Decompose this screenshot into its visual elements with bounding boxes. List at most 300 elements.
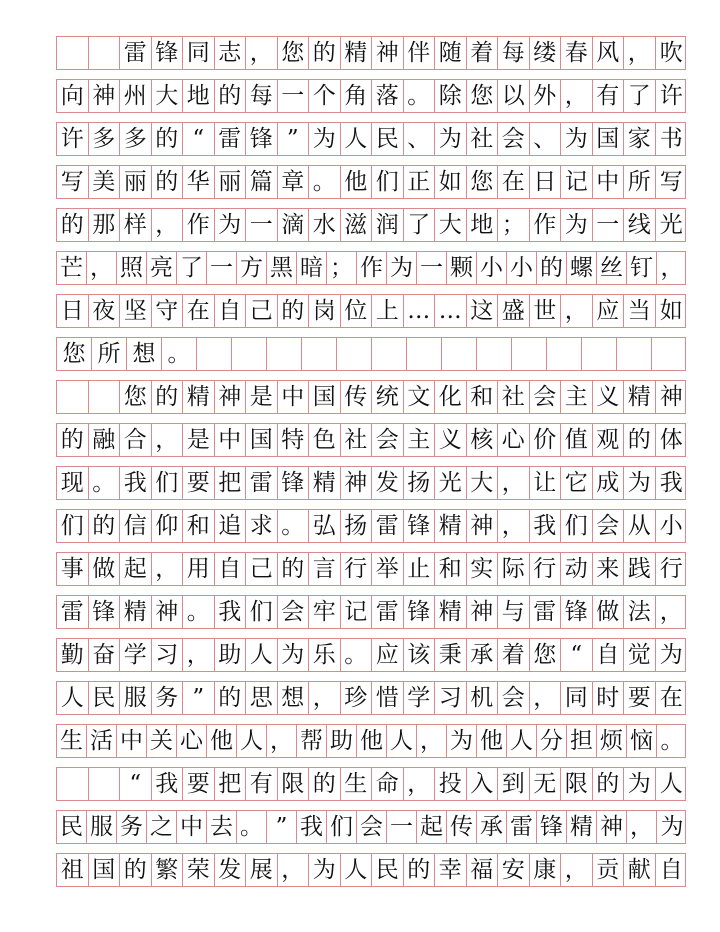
grid-cell: 心 [498, 424, 530, 456]
grid-cell: 精 [624, 381, 656, 413]
grid-cell: 福 [467, 854, 499, 886]
grid-cell: 和 [435, 553, 467, 585]
grid-cell: 以 [498, 80, 530, 112]
grid-cell: 为 [435, 123, 467, 155]
grid-cell: 这 [467, 295, 499, 327]
grid-cell: 华 [183, 166, 215, 198]
grid-cell: 。 [278, 510, 310, 542]
grid-cell: 价 [530, 424, 562, 456]
grid-cell [547, 338, 582, 370]
grid-cell: 求 [246, 510, 278, 542]
grid-cell: 和 [183, 510, 215, 542]
grid-cell: 黑 [267, 252, 297, 284]
grid-cell: 了 [624, 80, 656, 112]
grid-cell: 锋 [404, 596, 436, 628]
grid-cell: 在 [659, 684, 683, 711]
grid-cell: ， [183, 639, 215, 671]
grid-cell: 精 [183, 381, 215, 413]
grid-cell: 了 [404, 209, 436, 241]
grid-cell: 观 [593, 424, 625, 456]
grid-cell: 。 [183, 596, 215, 628]
grid-cell: 主 [561, 381, 593, 413]
grid-cell: 发 [215, 854, 247, 886]
grid-cell: 秉 [435, 639, 467, 671]
grid-cell: 神 [597, 811, 627, 843]
grid-cell: 要 [183, 768, 215, 800]
grid-cell: 锋 [404, 510, 436, 542]
grid-cell: 守 [152, 295, 184, 327]
grid-cell [57, 381, 89, 413]
essay-line [56, 251, 686, 285]
grid-cell: 的 [120, 854, 152, 886]
grid-cell: 的 [404, 854, 436, 886]
essay-line [56, 208, 686, 242]
grid-cell: 方 [237, 252, 267, 284]
grid-cell: 法 [624, 596, 656, 628]
grid-cell: 照 [117, 252, 147, 284]
grid-cell: 实 [467, 553, 499, 585]
grid-cell: 为 [561, 123, 593, 155]
grid-cell: 中 [177, 811, 207, 843]
grid-cell: 追 [215, 510, 247, 542]
grid-cell: 际 [498, 553, 530, 585]
grid-cell: 的 [152, 166, 184, 198]
grid-cell: 从 [624, 510, 656, 542]
grid-cell [512, 338, 547, 370]
grid-cell: 丽 [215, 166, 247, 198]
grid-cell: 勤 [57, 639, 89, 671]
grid-cell [232, 338, 267, 370]
grid-cell: 钉 [627, 252, 657, 284]
grid-cell: 弘 [309, 510, 341, 542]
grid-cell: 中 [215, 424, 247, 456]
grid-cell: 己 [246, 295, 278, 327]
grid-cell: 为 [387, 252, 417, 284]
essay-line [56, 294, 686, 328]
grid-cell: ， [498, 510, 530, 542]
grid-cell: 。 [404, 80, 436, 112]
grid-cell: 的 [309, 37, 341, 69]
grid-cell [89, 768, 121, 800]
essay-line [56, 810, 686, 844]
grid-cell: 关 [147, 725, 177, 757]
essay-line [56, 853, 686, 887]
grid-cell: ， [267, 725, 297, 757]
grid-cell: 着 [467, 37, 499, 69]
grid-cell: 的 [89, 510, 121, 542]
grid-cell: 义 [435, 424, 467, 456]
grid-cell: 神 [341, 467, 373, 499]
grid-cell: 主 [404, 424, 436, 456]
grid-cell: 民 [89, 682, 121, 714]
grid-cell: 传 [341, 381, 373, 413]
grid-cell: 日 [57, 295, 89, 327]
grid-cell: ， [561, 854, 593, 886]
grid-cell: 为 [447, 725, 477, 757]
grid-cell: 雷 [372, 510, 404, 542]
grid-cell: ； [327, 252, 357, 284]
grid-cell: 如 [659, 297, 683, 324]
grid-cell: 每 [246, 80, 278, 112]
grid-cell: 要 [624, 682, 656, 714]
grid-cell: 行 [530, 553, 562, 585]
grid-cell: 地 [183, 80, 215, 112]
grid-cell: 同 [561, 682, 593, 714]
essay-line [56, 767, 686, 801]
essay-line [56, 724, 686, 758]
essay-line [56, 423, 686, 457]
grid-cell: 日 [530, 166, 562, 198]
grid-cell: 他 [341, 166, 373, 198]
grid-cell: ， [561, 80, 593, 112]
essay-line [56, 595, 686, 629]
grid-cell: 雷 [372, 596, 404, 628]
grid-cell: 个 [309, 80, 341, 112]
grid-cell: 成 [593, 467, 625, 499]
grid-cell: 神 [659, 383, 683, 410]
essay-line [56, 466, 686, 500]
grid-cell [337, 338, 372, 370]
grid-cell: 中 [278, 381, 310, 413]
grid-cell: 书 [659, 125, 683, 152]
grid-cell: 生 [57, 725, 87, 757]
grid-cell: 记 [561, 166, 593, 198]
grid-cell: 同 [183, 37, 215, 69]
grid-cell: 服 [120, 682, 152, 714]
grid-cell [407, 338, 442, 370]
grid-cell: 有 [593, 80, 625, 112]
grid-cell: 亮 [147, 252, 177, 284]
essay-line [56, 337, 686, 371]
grid-cell: 动 [561, 553, 593, 585]
grid-cell: 繁 [152, 854, 184, 886]
grid-cell: 幸 [435, 854, 467, 886]
grid-cell: 的 [278, 295, 310, 327]
grid-cell: 的 [215, 682, 247, 714]
grid-cell: 义 [593, 381, 625, 413]
grid-cell [372, 338, 407, 370]
grid-cell: 一 [207, 252, 237, 284]
grid-cell: 为 [660, 813, 684, 840]
grid-cell: ， [152, 553, 184, 585]
grid-cell: 雷 [57, 596, 89, 628]
grid-cell: 芒 [57, 252, 87, 284]
grid-cell: 承 [477, 811, 507, 843]
grid-cell: 展 [246, 854, 278, 886]
grid-cell: 烦 [597, 725, 627, 757]
grid-cell: 。 [237, 811, 267, 843]
grid-cell: 事 [57, 553, 89, 585]
grid-cell: 神 [215, 381, 247, 413]
grid-cell: 雷 [120, 37, 152, 69]
grid-cell: 言 [309, 553, 341, 585]
grid-cell [302, 338, 337, 370]
grid-cell: 它 [561, 467, 593, 499]
grid-cell: 入 [467, 768, 499, 800]
grid-cell: 安 [498, 854, 530, 886]
grid-cell: 他 [207, 725, 237, 757]
grid-cell: 承 [467, 639, 499, 671]
grid-cell: 荣 [183, 854, 215, 886]
grid-cell: 作 [183, 209, 215, 241]
grid-cell: 写 [57, 166, 89, 198]
grid-cell: 们 [152, 467, 184, 499]
grid-cell: 人 [659, 770, 683, 797]
grid-cell: 风 [593, 37, 625, 69]
grid-cell: 行 [659, 555, 683, 582]
grid-cell: 把 [215, 467, 247, 499]
grid-cell: 精 [435, 596, 467, 628]
grid-cell: 应 [372, 639, 404, 671]
grid-cell: 现 [57, 467, 89, 499]
grid-cell: 社 [341, 424, 373, 456]
grid-cell: 值 [561, 424, 593, 456]
grid-cell: ” [183, 682, 215, 714]
grid-cell: 发 [372, 467, 404, 499]
grid-cell: 大 [435, 209, 467, 241]
grid-cell: … [435, 295, 467, 327]
grid-cell: 一 [417, 252, 447, 284]
grid-cell: 扬 [341, 510, 373, 542]
grid-cell: 向 [57, 80, 89, 112]
grid-cell: 们 [372, 166, 404, 198]
grid-cell: 。 [162, 338, 197, 370]
grid-cell: 在 [498, 166, 530, 198]
grid-cell: 国 [309, 381, 341, 413]
grid-cell: 思 [246, 682, 278, 714]
grid-cell: 精 [309, 467, 341, 499]
grid-cell: 一 [387, 811, 417, 843]
grid-cell: 机 [467, 682, 499, 714]
grid-cell: 您 [530, 639, 562, 671]
grid-cell: 习 [435, 682, 467, 714]
grid-cell: 神 [152, 596, 184, 628]
grid-cell: 大 [467, 467, 499, 499]
grid-cell: 体 [659, 426, 683, 453]
grid-cell: 人 [341, 854, 373, 886]
grid-cell: 核 [467, 424, 499, 456]
grid-cell: 州 [120, 80, 152, 112]
grid-cell: 为 [561, 209, 593, 241]
grid-cell: 去 [207, 811, 237, 843]
grid-cell: 特 [278, 424, 310, 456]
grid-cell: 会 [372, 424, 404, 456]
grid-cell: 锋 [152, 37, 184, 69]
grid-cell: 会 [357, 811, 387, 843]
grid-cell: 限 [561, 768, 593, 800]
grid-cell: 夜 [89, 295, 121, 327]
grid-cell: 。 [89, 467, 121, 499]
grid-cell: 文 [404, 381, 436, 413]
grid-cell: 用 [183, 553, 215, 585]
grid-cell: 民 [372, 854, 404, 886]
grid-cell: 为 [309, 854, 341, 886]
grid-cell: 民 [57, 811, 87, 843]
grid-cell: 、 [404, 123, 436, 155]
grid-cell: 了 [177, 252, 207, 284]
grid-cell: 精 [435, 510, 467, 542]
grid-cell: 践 [624, 553, 656, 585]
grid-cell: 丽 [120, 166, 152, 198]
grid-cell: 缕 [530, 37, 562, 69]
grid-cell: 雷 [246, 467, 278, 499]
grid-cell: 水 [309, 209, 341, 241]
grid-cell: 锋 [278, 467, 310, 499]
grid-cell: 光 [435, 467, 467, 499]
grid-cell: 您 [467, 166, 499, 198]
grid-cell: 。 [341, 639, 373, 671]
grid-cell: ， [561, 295, 593, 327]
grid-cell: ， [152, 424, 184, 456]
grid-cell: 美 [89, 166, 121, 198]
grid-cell: 国 [246, 424, 278, 456]
grid-cell: 一 [593, 209, 625, 241]
grid-cell: 的 [57, 209, 89, 241]
grid-cell [57, 37, 89, 69]
grid-cell: 。 [309, 166, 341, 198]
grid-cell: 线 [624, 209, 656, 241]
grid-cell: 和 [467, 381, 499, 413]
essay-line [56, 79, 686, 113]
grid-cell: 一 [246, 209, 278, 241]
grid-cell: 珍 [341, 682, 373, 714]
grid-cell: 所 [92, 338, 127, 370]
grid-cell: 无 [530, 768, 562, 800]
grid-cell: 到 [498, 768, 530, 800]
essay-line [56, 165, 686, 199]
grid-cell: 的 [309, 768, 341, 800]
grid-cell: 神 [467, 510, 499, 542]
grid-cell: 多 [89, 123, 121, 155]
grid-cell: 着 [498, 639, 530, 671]
grid-cell: 章 [278, 166, 310, 198]
essay-line [56, 509, 686, 543]
grid-cell: 岗 [309, 295, 341, 327]
grid-cell: 您 [120, 381, 152, 413]
grid-cell: 的 [624, 424, 656, 456]
grid-cell: 惜 [372, 682, 404, 714]
grid-cell: 样 [120, 209, 152, 241]
grid-cell: 锋 [561, 596, 593, 628]
grid-cell: 奋 [89, 639, 121, 671]
grid-cell: “ [183, 123, 215, 155]
grid-cell: 记 [341, 596, 373, 628]
grid-cell: 暗 [297, 252, 327, 284]
grid-cell: 社 [467, 123, 499, 155]
grid-cell: 牢 [309, 596, 341, 628]
grid-cell: 们 [57, 510, 89, 542]
essay-line [56, 380, 686, 414]
grid-cell: “ [120, 768, 152, 800]
grid-cell: 许 [57, 123, 89, 155]
grid-cell: 我 [530, 510, 562, 542]
grid-cell: 想 [127, 338, 162, 370]
grid-cell: 丝 [597, 252, 627, 284]
grid-cell: ， [87, 252, 117, 284]
grid-cell: 多 [120, 123, 152, 155]
grid-cell: 为 [309, 123, 341, 155]
grid-cell: 为 [659, 641, 683, 668]
grid-cell: ， [246, 37, 278, 69]
grid-cell: 我 [215, 596, 247, 628]
grid-cell [197, 338, 232, 370]
grid-cell: 与 [498, 596, 530, 628]
grid-cell: 信 [120, 510, 152, 542]
grid-cell: 我 [659, 469, 683, 496]
grid-cell: 该 [404, 639, 436, 671]
grid-cell: 的 [57, 424, 89, 456]
grid-cell: 家 [624, 123, 656, 155]
grid-cell: 的 [152, 123, 184, 155]
grid-cell: 、 [530, 123, 562, 155]
grid-cell: 行 [341, 553, 373, 585]
grid-cell: 助 [327, 725, 357, 757]
grid-cell: 的 [537, 252, 567, 284]
grid-cell: 的 [152, 381, 184, 413]
grid-cell: “ [561, 639, 593, 671]
grid-cell: 传 [447, 811, 477, 843]
grid-cell: 有 [246, 768, 278, 800]
grid-cell: 精 [567, 811, 597, 843]
grid-cell: 锋 [537, 811, 567, 843]
grid-cell: 所 [624, 166, 656, 198]
grid-cell: 会 [530, 381, 562, 413]
grid-cell: 精 [341, 37, 373, 69]
grid-cell: 颗 [447, 252, 477, 284]
grid-cell: 起 [120, 553, 152, 585]
grid-cell: 志 [215, 37, 247, 69]
grid-cell: 伴 [404, 37, 436, 69]
grid-cell: 人 [246, 639, 278, 671]
grid-cell: 随 [435, 37, 467, 69]
grid-cell: 会 [278, 596, 310, 628]
grid-cell: 除 [435, 80, 467, 112]
grid-cell: 他 [357, 725, 387, 757]
grid-cell: 人 [57, 682, 89, 714]
grid-cell: 献 [624, 854, 656, 886]
grid-cell: ， [498, 467, 530, 499]
grid-cell: 人 [341, 123, 373, 155]
grid-cell: 生 [341, 768, 373, 800]
grid-cell: 乐 [309, 639, 341, 671]
grid-cell: 想 [278, 682, 310, 714]
grid-cell: 活 [87, 725, 117, 757]
grid-cell: 。 [660, 727, 684, 754]
grid-cell: 他 [477, 725, 507, 757]
grid-cell: 我 [120, 467, 152, 499]
grid-cell: 是 [246, 381, 278, 413]
grid-cell: 的 [278, 553, 310, 585]
grid-cell: ， [530, 682, 562, 714]
grid-cell [442, 338, 477, 370]
grid-cell: 润 [372, 209, 404, 241]
grid-cell: 正 [404, 166, 436, 198]
grid-cell: 自 [659, 856, 683, 883]
grid-cell: 螺 [567, 252, 597, 284]
grid-cell: 神 [467, 596, 499, 628]
grid-cell: 祖 [57, 854, 89, 886]
grid-cell: 担 [567, 725, 597, 757]
grid-cell: 扬 [404, 467, 436, 499]
grid-cell: 国 [89, 854, 121, 886]
grid-cell: 每 [498, 37, 530, 69]
grid-cell: 地 [467, 209, 499, 241]
grid-cell: 己 [246, 553, 278, 585]
grid-cell: 自 [215, 553, 247, 585]
grid-cell: 篇 [246, 166, 278, 198]
grid-cell: 们 [561, 510, 593, 542]
grid-cell: 位 [341, 295, 373, 327]
